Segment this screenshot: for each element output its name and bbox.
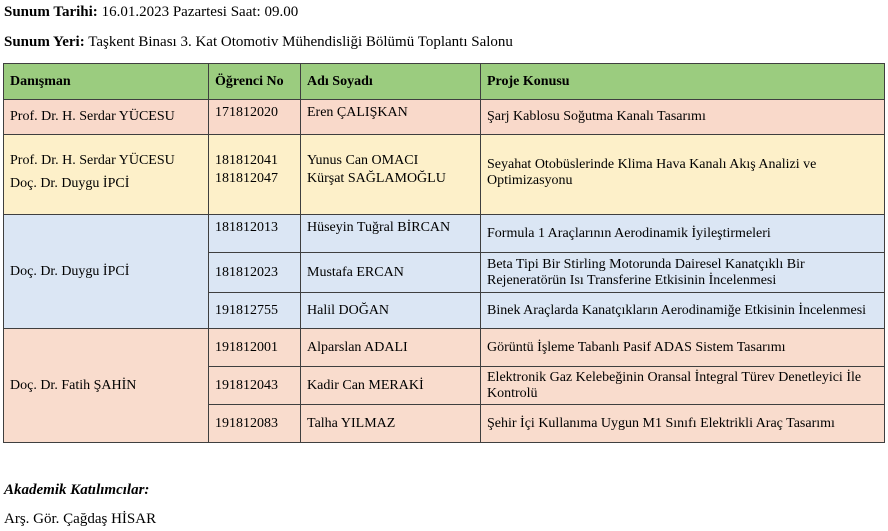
advisor-cell: Doç. Dr. Duygu İPCİ [4, 215, 209, 329]
project-topic-cell: Formula 1 Araçlarının Aerodinamik İyileştirmeleri [481, 215, 885, 253]
advisor-cell: Prof. Dr. H. Serdar YÜCESU [4, 100, 209, 135]
academic-participants-title: Akademik Katılımcılar: [4, 482, 150, 498]
column-header-student-no: Öğrenci No [209, 64, 301, 100]
student-name-cell: Halil DOĞAN [301, 293, 481, 329]
student-no-cell: 181812023 [209, 253, 301, 293]
table-row [4, 100, 885, 135]
student-no-cell: 181812041 181812047 [209, 135, 301, 215]
presentation-date-line [4, 3, 298, 21]
student-name-cell: Talha YILMAZ [301, 405, 481, 443]
student-name-cell: Mustafa ERCAN [301, 253, 481, 293]
table-row [4, 215, 885, 253]
project-topic-cell: Şehir İçi Kullanıma Uygun M1 Sınıfı Elektrikli Araç Tasarımı [481, 405, 885, 443]
advisor-cell: Prof. Dr. H. Serdar YÜCESU Doç. Dr. Duygu İPCİ [4, 135, 209, 215]
date-label: Sunum Tarihi: [4, 4, 98, 20]
student-no-cell: 191812083 [209, 405, 301, 443]
academic-participant-name: Arş. Gör. Çağdaş HİSAR [4, 511, 157, 527]
table-row [4, 135, 885, 215]
table-row [4, 329, 885, 367]
advisor-cell: Doç. Dr. Fatih ŞAHİN [4, 329, 209, 443]
presentation-schedule-table [3, 63, 885, 443]
date-value: 16.01.2023 Pazartesi Saat: 09.00 [101, 4, 299, 20]
column-header-advisor: Danışman [4, 64, 209, 100]
column-header-name: Adı Soyadı [301, 64, 481, 100]
student-no-cell: 171812020 [209, 100, 301, 135]
student-name-cell: Eren ÇALIŞKAN [301, 100, 481, 135]
place-label: Sunum Yeri: [4, 34, 85, 50]
student-no-cell: 191812755 [209, 293, 301, 329]
student-name-cell: Hüseyin Tuğral BİRCAN [301, 215, 481, 253]
student-name-cell: Kadir Can MERAKİ [301, 367, 481, 405]
student-no-cell: 191812001 [209, 329, 301, 367]
presentation-place-line [4, 33, 513, 51]
student-name-cell: Alparslan ADALI [301, 329, 481, 367]
table-header-row [4, 64, 885, 100]
project-topic-cell: Elektronik Gaz Kelebeğinin Oransal İntegral Türev Denetleyici İle Kontrolü [481, 367, 885, 405]
student-name-cell: Yunus Can OMACI Kürşat SAĞLAMOĞLU [301, 135, 481, 215]
project-topic-cell: Beta Tipi Bir Stirling Motorunda Dairesel Kanatçıklı Bir Rejeneratörün Isı Transferine Etkisinin İncelenmesi [481, 253, 885, 293]
project-topic-cell: Seyahat Otobüslerinde Klima Hava Kanalı Akış Analizi ve Optimizasyonu [481, 135, 885, 215]
student-no-cell: 191812043 [209, 367, 301, 405]
project-topic-cell: Şarj Kablosu Soğutma Kanalı Tasarımı [481, 100, 885, 135]
place-value: Taşkent Binası 3. Kat Otomotiv Mühendisliği Bölümü Toplantı Salonu [88, 34, 513, 50]
column-header-topic: Proje Konusu [481, 64, 885, 100]
student-no-cell: 181812013 [209, 215, 301, 253]
project-topic-cell: Binek Araçlarda Kanatçıkların Aerodinamiğe Etkisinin İncelenmesi [481, 293, 885, 329]
project-topic-cell: Görüntü İşleme Tabanlı Pasif ADAS Sistem Tasarımı [481, 329, 885, 367]
